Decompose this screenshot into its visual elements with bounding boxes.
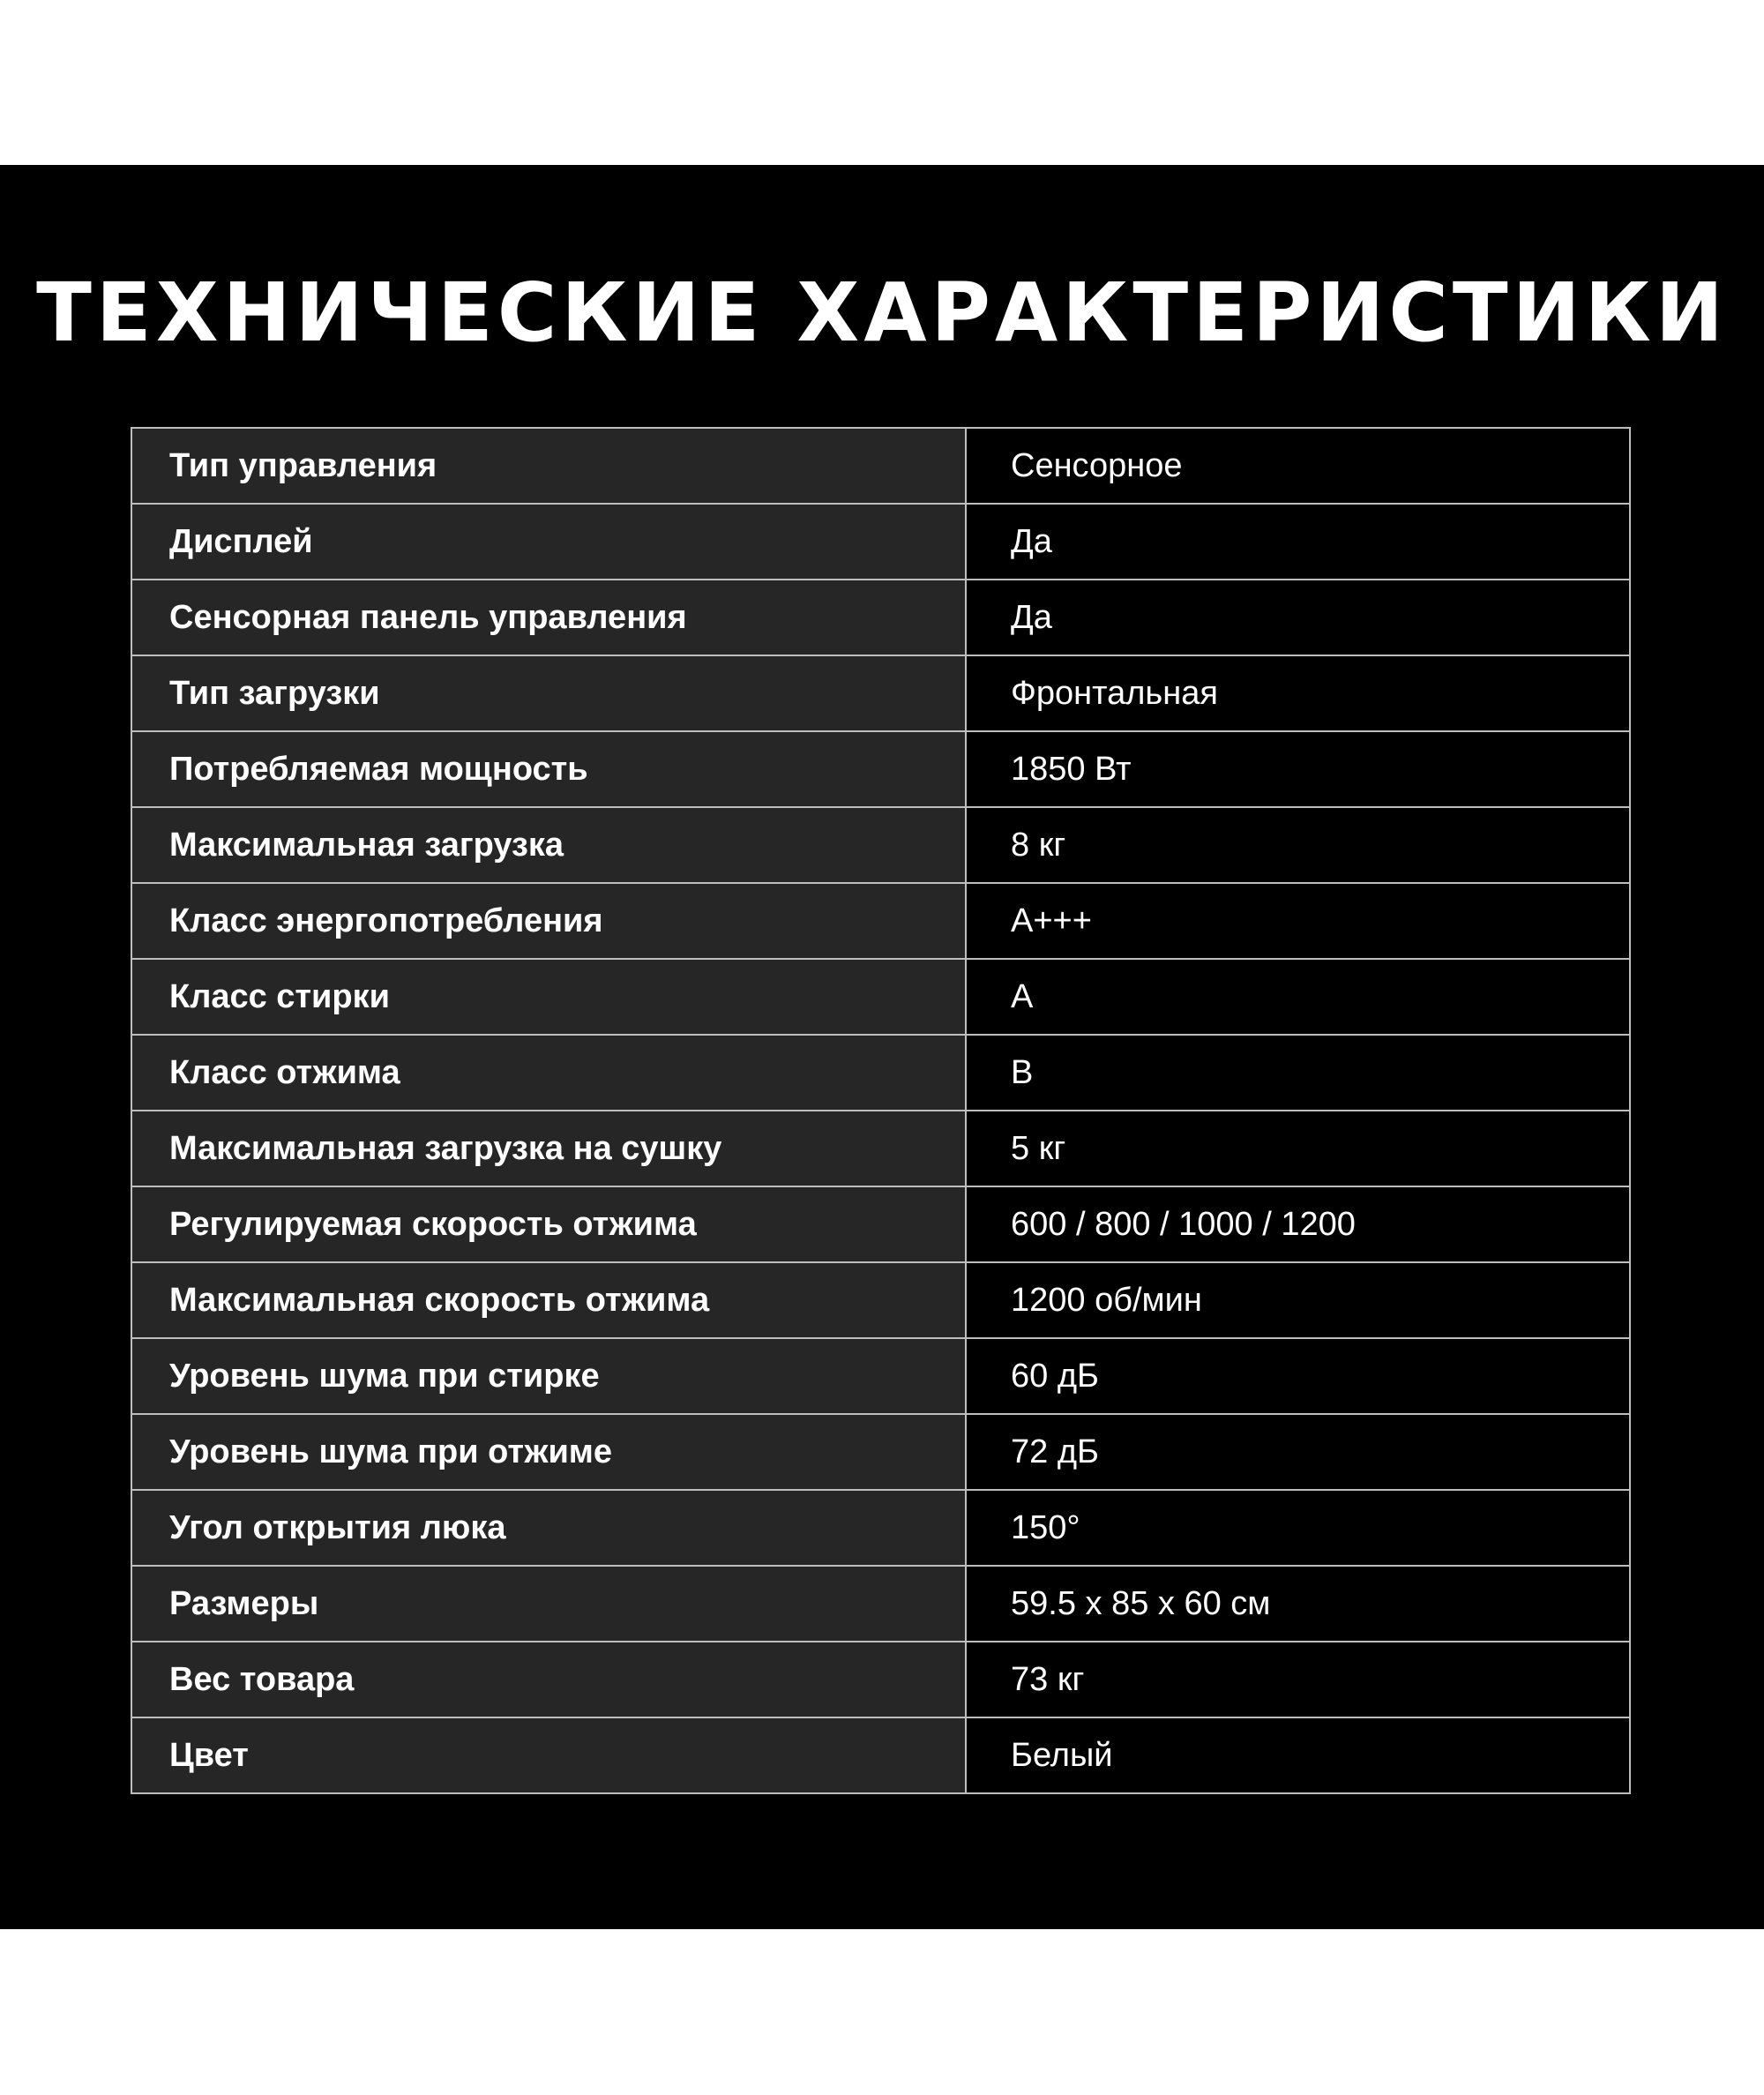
spec-value-cell — [966, 1035, 1630, 1111]
spec-value-cell — [966, 807, 1630, 883]
spec-row — [131, 1490, 1630, 1566]
spec-label: Класс энергопотребления — [131, 883, 966, 959]
page-title: ТЕХНИЧЕСКИЕ ХАРАКТЕРИСТИКИ — [36, 266, 1728, 360]
spec-value: Сенсорное — [1011, 446, 1183, 484]
spec-value: Белый — [1011, 1736, 1113, 1774]
spec-value: 8 кг — [1011, 826, 1066, 864]
spec-row — [131, 504, 1630, 580]
spec-row — [131, 1111, 1630, 1186]
spec-row — [131, 580, 1630, 655]
spec-value-cell — [966, 1566, 1630, 1642]
spec-row — [131, 1717, 1630, 1793]
spec-value-cell — [966, 428, 1630, 504]
spec-label: Регулируемая скорость отжима — [131, 1186, 966, 1262]
spec-row — [131, 883, 1630, 959]
spec-value: 73 кг — [1011, 1660, 1085, 1698]
spec-value: 5 кг — [1011, 1129, 1066, 1167]
spec-value: 1850 Вт — [1011, 750, 1132, 788]
spec-label: Тип управления — [131, 428, 966, 504]
specs-table — [131, 427, 1631, 1794]
spec-value-cell — [966, 1338, 1630, 1414]
spec-label: Класс стирки — [131, 959, 966, 1035]
spec-label: Тип загрузки — [131, 655, 966, 731]
spec-row — [131, 1566, 1630, 1642]
spec-label: Потребляемая мощность — [131, 731, 966, 807]
spec-label: Класс отжима — [131, 1035, 966, 1111]
spec-value: Фронтальная — [1011, 674, 1218, 712]
spec-value: Да — [1011, 522, 1052, 560]
spec-row — [131, 655, 1630, 731]
spec-value-cell — [966, 1717, 1630, 1793]
spec-value: 600 / 800 / 1000 / 1200 — [1011, 1205, 1356, 1243]
spec-value: Да — [1011, 598, 1052, 636]
spec-label: Максимальная загрузка — [131, 807, 966, 883]
spec-label: Размеры — [131, 1566, 966, 1642]
spec-value-cell — [966, 731, 1630, 807]
spec-label: Вес товара — [131, 1642, 966, 1717]
spec-value-cell — [966, 1490, 1630, 1566]
spec-value-cell — [966, 504, 1630, 580]
spec-label: Максимальная загрузка на сушку — [131, 1111, 966, 1186]
spec-value: 72 дБ — [1011, 1433, 1099, 1470]
spec-value: 150° — [1011, 1508, 1080, 1546]
spec-value-cell — [966, 1414, 1630, 1490]
spec-value: 60 дБ — [1011, 1357, 1099, 1395]
spec-value-cell — [966, 883, 1630, 959]
spec-row — [131, 1262, 1630, 1338]
spec-value-cell — [966, 580, 1630, 655]
spec-row — [131, 959, 1630, 1035]
spec-row — [131, 1642, 1630, 1717]
spec-row — [131, 807, 1630, 883]
spec-label: Уровень шума при отжиме — [131, 1414, 966, 1490]
spec-value-cell — [966, 1642, 1630, 1717]
spec-value-cell — [966, 1262, 1630, 1338]
spec-row — [131, 1186, 1630, 1262]
spec-value: A — [1011, 977, 1034, 1015]
spec-label: Уровень шума при стирке — [131, 1338, 966, 1414]
spec-row — [131, 1035, 1630, 1111]
spec-row — [131, 1414, 1630, 1490]
spec-value-cell — [966, 655, 1630, 731]
spec-row — [131, 731, 1630, 807]
spec-value: B — [1011, 1053, 1034, 1091]
spec-value: 59.5 х 85 х 60 см — [1011, 1584, 1271, 1622]
spec-row — [131, 1338, 1630, 1414]
spec-label: Сенсорная панель управления — [131, 580, 966, 655]
spec-value-cell — [966, 959, 1630, 1035]
spec-value: 1200 об/мин — [1011, 1281, 1202, 1319]
spec-label: Цвет — [131, 1717, 966, 1793]
spec-label: Максимальная скорость отжима — [131, 1262, 966, 1338]
spec-value-cell — [966, 1186, 1630, 1262]
spec-label: Дисплей — [131, 504, 966, 580]
spec-value-cell — [966, 1111, 1630, 1186]
spec-value: A+++ — [1011, 902, 1092, 939]
spec-label: Угол открытия люка — [131, 1490, 966, 1566]
spec-row — [131, 428, 1630, 504]
